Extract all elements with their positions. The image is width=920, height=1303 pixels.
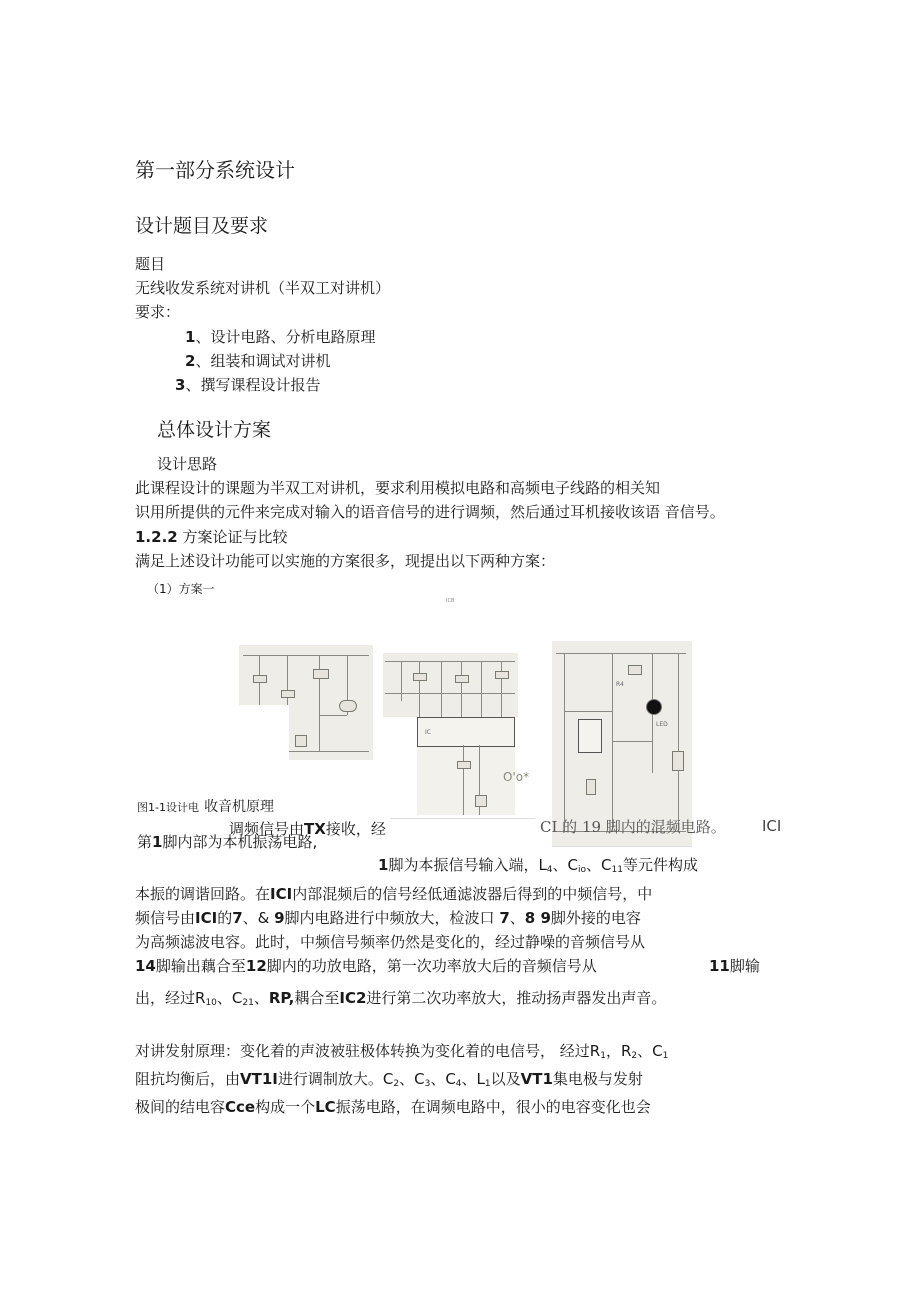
receiver-line-5: 频信号由ICI的7、& 9脚内电路进行中频放大，检波口 7、8 9脚外接的电容 — [135, 909, 641, 927]
idea-text-2: 识用所提供的元件来完成对输入的语音信号的进行调频，然后通过耳机接收该语 音信号。 — [135, 503, 725, 521]
scheme-intro: 满足上述设计功能可以实施的方案很多，现提出以下两种方案： — [135, 552, 556, 570]
topic-label: 题目 — [135, 255, 166, 273]
receiver-ici: ICI — [762, 817, 782, 835]
subsection-heading: 1.2.2 方案论证与比较 — [135, 528, 288, 546]
transmit-line-2: 阻抗均衡后，由VT1I进行调制放大。$C_2$、$C_3$、$C_4$、$L_1$以及VT1集电极与发射 — [135, 1070, 643, 1089]
topic-text: 无线收发系统对讲机（半双工对讲机） — [135, 279, 391, 297]
circuit-diagram-middle-lower: IC — [417, 717, 515, 815]
requirement-item: 2、组装和调试对讲机 — [185, 352, 331, 370]
receiver-line-1-overlay: CI 的 19 脚内的混频电路。 — [540, 818, 726, 836]
part-title: 第一部分系统设计 — [135, 158, 295, 182]
requirement-item: 3、撰写课程设计报告 — [175, 376, 321, 394]
receiver-line-3: 1脚为本振信号输入端，$L_4$、$C_{io}$、$C_{11}$等元件构成 — [378, 856, 698, 875]
receiver-line-1: 调频信号由TX接收，经 — [229, 820, 386, 838]
circuit-diagram-right: R4 LED — [552, 641, 692, 846]
receiver-line-7: 14脚输出藕合至12脚内的功放电路，第一次功率放大后的音频信号从 — [135, 957, 597, 975]
receiver-line-8: 出，经过$R_{10}$、$C_{21}$、RP,耦合至IC2进行第二次功率放大，推动扬声器发出声音。 — [135, 989, 667, 1008]
transmit-line-3: 极间的结电容Cce构成一个LC振荡电路，在调频电路中，很小的电容变化也会 — [135, 1098, 651, 1116]
circuit-diagram-middle — [383, 653, 518, 717]
transmit-line-1: 对讲发射原理：变化着的声波被驻极体转换为变化着的电信号， 经过$R_1$，$R_2$、$C_1$ — [135, 1042, 669, 1061]
requirements-label: 要求： — [135, 303, 181, 321]
receiver-line-7-end: 11脚输 — [709, 957, 760, 975]
idea-label: 设计思路 — [157, 455, 218, 473]
circuit-mark: O'o* — [503, 770, 530, 784]
scheme-one-label: （1）方案一 — [147, 582, 215, 596]
overall-title: 总体设计方案 — [157, 419, 272, 441]
receiver-line-6: 为高频滤波电容。此时，中频信号频率仍然是变化的，经过静噪的音频信号从 — [135, 933, 646, 951]
receiver-line-4: 本振的调谐回路。在ICI内部混频后的信号经低通滤波器后得到的中频信号，中 — [135, 885, 653, 903]
section-title: 设计题目及要求 — [135, 215, 269, 237]
requirement-item: 1、设计电路、分析电路原理 — [185, 328, 376, 346]
idea-text-1: 此课程设计的课题为半双工对讲机，要求利用模拟电路和高频电子线路的相关知 — [135, 479, 661, 497]
figure-small-mark: ICB — [446, 598, 455, 604]
receiver-line-2: 第1脚内部为本机振荡电路, — [137, 833, 318, 851]
figure-caption: 图1-1设计电 收音机原理 — [137, 799, 275, 815]
